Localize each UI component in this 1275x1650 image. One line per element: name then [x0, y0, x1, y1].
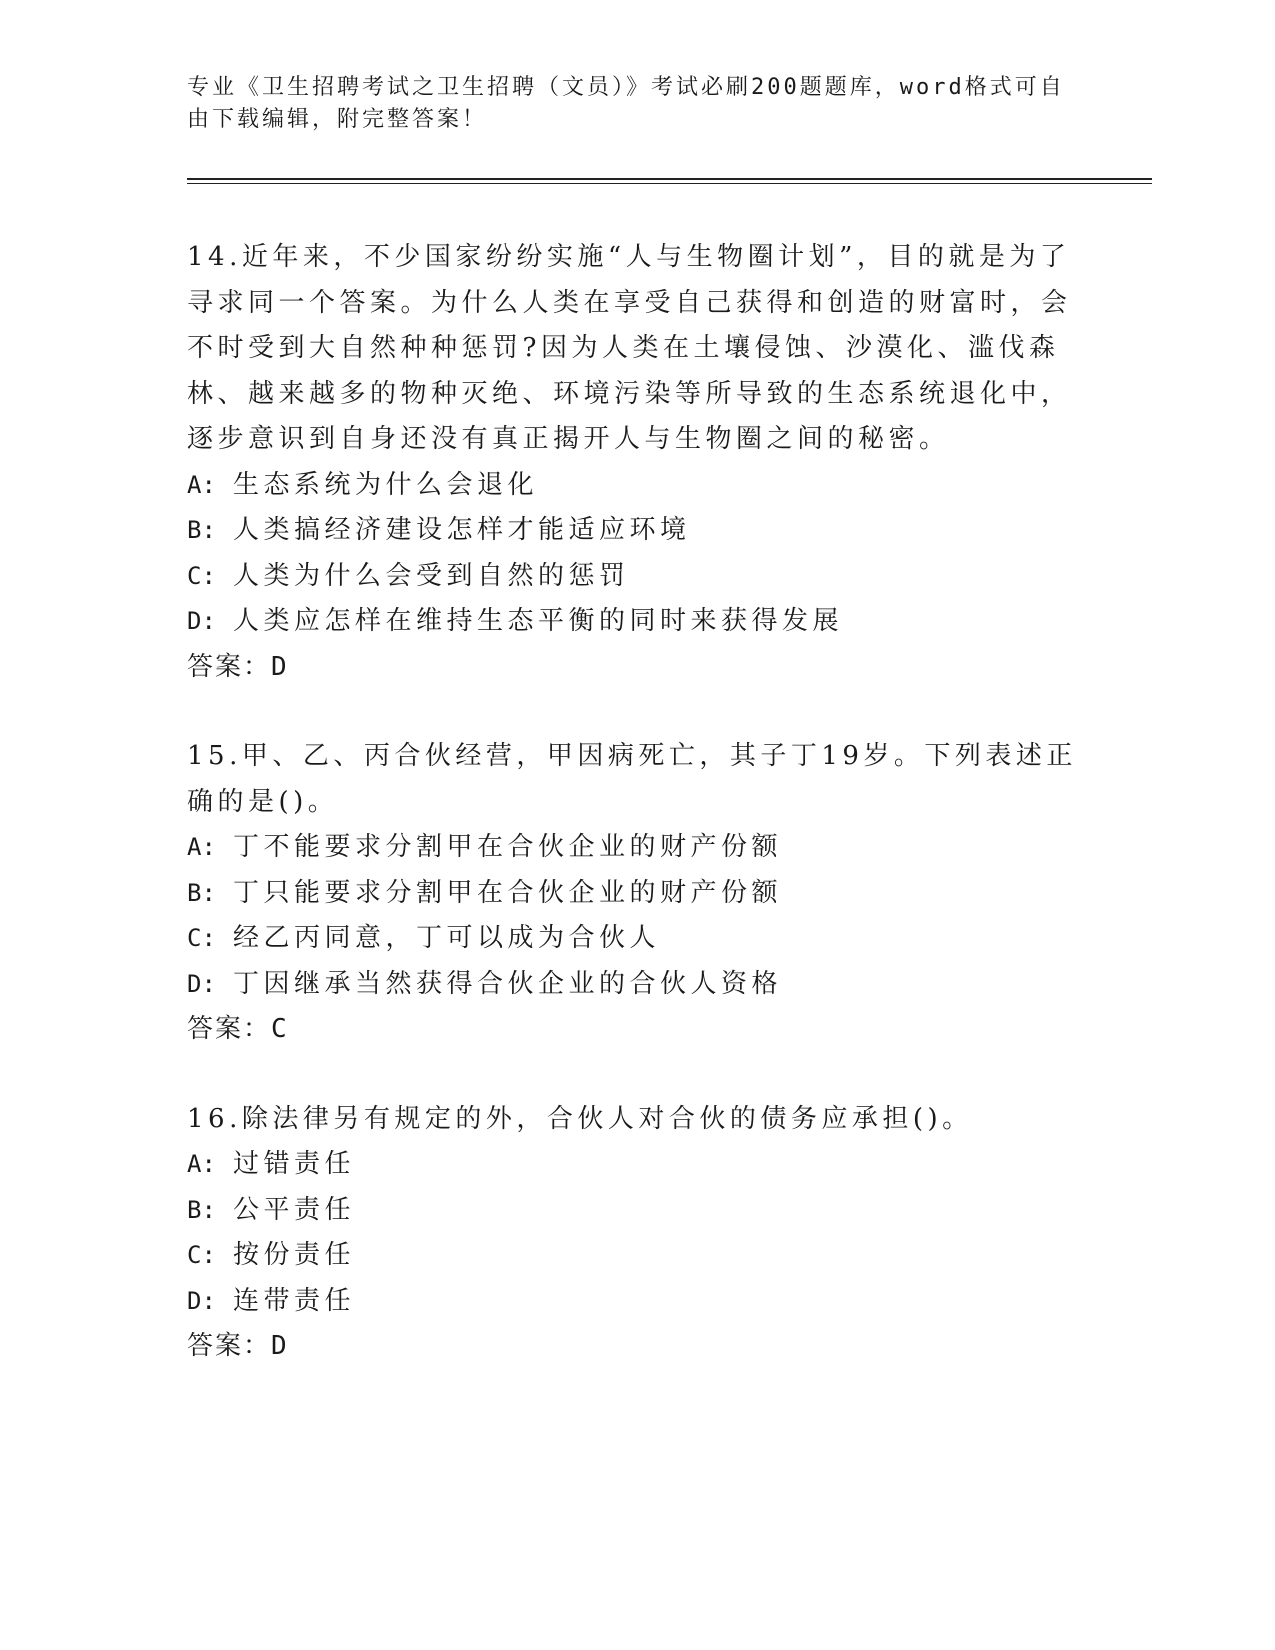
option-d [187, 599, 1077, 645]
option-letter: B: [187, 1195, 216, 1224]
option-text: 经乙丙同意，丁可以成为合伙人 [233, 923, 661, 953]
option-text: 连带责任 [233, 1285, 356, 1316]
option-letter: D: [187, 969, 216, 998]
option-a [187, 463, 1077, 509]
header-divider-thick [187, 178, 1152, 180]
option-b [187, 871, 1077, 917]
question-stem: 16.除法律另有规定的外，合伙人对合伙的债务应承担()。 [187, 1103, 973, 1134]
option-text: 公平责任 [233, 1194, 356, 1225]
option-letter: C: [187, 1241, 216, 1269]
option-d [187, 962, 1077, 1008]
option-c [187, 916, 1077, 962]
option-letter: B: [187, 516, 216, 544]
question-list [187, 235, 1077, 1414]
option-text: 丁因继承当然获得合伙企业的合伙人资格 [233, 968, 783, 999]
answer-label: 答案： [187, 651, 272, 682]
option-text: 人类搞经济建设怎样才能适应环境 [233, 515, 691, 545]
option-text: 生态系统为什么会退化 [233, 469, 539, 500]
answer-value: C [271, 1014, 289, 1044]
option-text: 丁只能要求分割甲在合伙企业的财产份额 [233, 877, 783, 908]
option-c [187, 554, 1077, 600]
option-b [187, 1188, 1077, 1234]
option-text: 过错责任 [233, 1149, 356, 1179]
document-header: 专业《卫生招聘考试之卫生招聘（文员）》考试必刷200题题库，word格式可自由下载编辑，附完整答案！ [187, 75, 1065, 132]
option-b [187, 508, 1077, 554]
question-stem: 14.近年来，不少国家纷纷实施“人与生物圈计划”，目的就是为了寻求同一个答案。为什么人类在享受自己获得和创造的财富时，会不时受到大自然种种惩罚?因为人类在土壤侵蚀、沙漠化、滥伐森林、越来越多的物种灭绝、环境污染等所导致的生态系统退化中，逐步意识到自身还没有真正揭开人与生物圈之间的秘密。 [187, 242, 1072, 454]
answer-value: D [271, 1331, 289, 1361]
answer-line [187, 645, 1077, 691]
option-letter: B: [187, 878, 216, 907]
option-c [187, 1233, 1077, 1279]
option-d [187, 1279, 1077, 1325]
option-letter: C: [187, 924, 216, 952]
question-16 [187, 1097, 1077, 1370]
option-text: 人类为什么会受到自然的惩罚 [233, 560, 630, 591]
answer-line [187, 1007, 1077, 1053]
header-divider-thin [187, 183, 1152, 184]
answer-label: 答案： [187, 1014, 272, 1044]
option-letter: A: [187, 833, 216, 861]
option-a [187, 1142, 1077, 1188]
answer-value: D [271, 651, 289, 682]
option-letter: A: [187, 470, 216, 499]
option-letter: D: [187, 607, 216, 635]
option-letter: A: [187, 1150, 216, 1178]
question-15 [187, 734, 1077, 1053]
question-14 [187, 235, 1077, 690]
answer-label: 答案： [187, 1331, 272, 1361]
question-stem: 15.甲、乙、丙合伙经营，甲因病死亡，其子丁19岁。下列表述正确的是()。 [187, 741, 1077, 817]
option-text: 丁不能要求分割甲在合伙企业的财产份额 [233, 832, 783, 862]
option-letter: D: [187, 1286, 216, 1315]
option-letter: C: [187, 561, 216, 590]
option-a [187, 825, 1077, 871]
option-text: 按份责任 [233, 1240, 356, 1270]
answer-line [187, 1324, 1077, 1370]
option-text: 人类应怎样在维持生态平衡的同时来获得发展 [233, 606, 844, 636]
